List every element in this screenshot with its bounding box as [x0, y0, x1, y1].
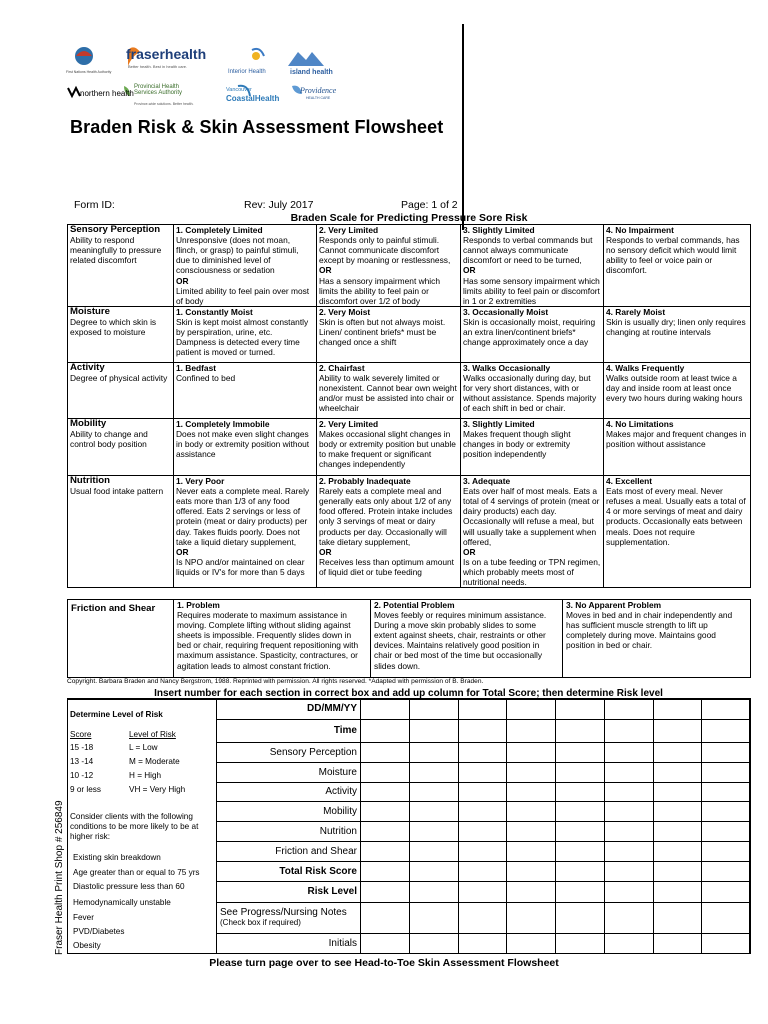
score-entry-cell[interactable]: [409, 782, 458, 802]
score-entry-cell[interactable]: [409, 762, 458, 782]
score-entry-cell[interactable]: [458, 861, 507, 881]
score-entry-cell[interactable]: [702, 934, 751, 954]
score-entry-cell[interactable]: [458, 719, 507, 742]
revision-label: Rev: July 2017: [244, 199, 314, 211]
score-entry-cell[interactable]: [556, 881, 605, 902]
consider-note: Consider clients with the following conditions to be more likely to be at higher risk:: [70, 812, 199, 841]
level-cell: [604, 476, 751, 588]
score-row-label: Nutrition: [217, 822, 361, 842]
level-cell: [174, 307, 317, 363]
level-title: 4. Excellent: [606, 476, 653, 487]
level-text2: Limited ability to feel pain over most of body: [176, 285, 310, 306]
score-entry-cell[interactable]: [556, 719, 605, 742]
score-entry-cell[interactable]: [556, 742, 605, 762]
page-number: Page: 1 of 2: [401, 199, 458, 211]
level-title: 4. No Impairment: [606, 225, 674, 236]
level-or: OR: [319, 265, 332, 276]
level-text: Never eats a complete meal. Rarely eats more than 1/3 of any food offered. Eats 2 servings or less of protein (meat or dairy products) per day. Takes fluids poorly. Does not take a liquid dietary supplement,: [176, 486, 310, 547]
level-text2: Has a sensory impairment which limits the ability to feel pain or discomfort over 1/2 of body: [319, 275, 441, 306]
category-desc: Degree of physical activity: [70, 373, 168, 384]
level-text: Skin is usually dry; linen only requires changing at routine intervals: [606, 317, 746, 338]
level-text: Responds to verbal commands, has no sensory deficit which would limit ability to feel or voice pain or discomfort.: [606, 235, 740, 276]
score-entry-cell[interactable]: [361, 719, 410, 742]
score-entry-cell[interactable]: [556, 902, 605, 933]
braden-row-friction: [68, 600, 751, 678]
level-cell: [317, 363, 461, 419]
level-or: OR: [463, 546, 476, 557]
level-text: Eats most of every meal. Never refuses a meal. Usually eats a total of 4 or more servings of meat and dairy products. Occasionally eats between meals. Does not require supplementation.: [606, 486, 746, 547]
score-entry-cell[interactable]: [653, 762, 702, 782]
score-entry-cell[interactable]: [604, 782, 653, 802]
score-entry-cell[interactable]: [458, 822, 507, 842]
condition-item: Existing skin breakdown: [73, 853, 161, 862]
northern-health-logo-text: northern health: [80, 89, 134, 98]
score-entry-cell[interactable]: [556, 782, 605, 802]
level-text: Confined to bed: [176, 373, 236, 384]
level-cell: [317, 419, 461, 476]
score-row: [217, 881, 751, 902]
score-entry-cell[interactable]: [507, 822, 556, 842]
score-entry-cell[interactable]: [458, 881, 507, 902]
score-entry-cell[interactable]: [458, 699, 507, 720]
level-cell: [317, 225, 461, 307]
level-text: Walks occasionally during day, but for very short distances, with or without assistance. Spends majority of each shift in bed or chair.: [463, 373, 597, 414]
condition-item: Age greater than or equal to 75 yrs: [73, 868, 200, 877]
score-row-label: Activity: [217, 782, 361, 802]
score-entry-cell[interactable]: [458, 902, 507, 933]
score-row-label: Friction and Shear: [217, 842, 361, 862]
level-title: 1. Completely Limited: [176, 225, 263, 236]
score-entry-cell[interactable]: [604, 934, 653, 954]
score-entry-cell[interactable]: [702, 762, 751, 782]
risk-level-value: M = Moderate: [129, 757, 180, 766]
providence-logo-sub: HEALTH CARE: [306, 96, 331, 100]
score-entry-cell[interactable]: [653, 934, 702, 954]
level-cell: [317, 307, 461, 363]
score-entry-cell[interactable]: [702, 861, 751, 881]
risk-score-range: 10 -12: [70, 771, 94, 780]
level-header: Level of Risk: [129, 730, 176, 739]
score-entry-cell[interactable]: [604, 881, 653, 902]
category-name: Mobility: [70, 418, 107, 430]
score-table: [216, 698, 751, 954]
score-entry-cell[interactable]: [409, 699, 458, 720]
score-row-label-text: See Progress/Nursing Notes: [220, 906, 347, 918]
level-text2: Is on a tube feeding or TPN regimen, which probably meets most of nutritional needs.: [463, 556, 601, 588]
level-text: Skin is kept moist almost constantly by perspiration, urine, etc. Dampness is detected every time patient is moved or turned.: [176, 317, 309, 358]
form-id-label: Form ID:: [74, 199, 115, 211]
score-entry-cell[interactable]: [361, 842, 410, 862]
score-entry-cell[interactable]: [361, 861, 410, 881]
risk-score-range: 15 -18: [70, 743, 94, 752]
category-desc: Ability to change and control body position: [70, 429, 148, 450]
score-entry-cell[interactable]: [556, 699, 605, 720]
level-text: Rarely eats a complete meal and generally eats only about 1/2 of any food offered. Protein intake includes only 3 servings of meat or dairy products per day. Occasionally will take dietary supplement,: [319, 486, 453, 547]
phsa-tagline: Province-wide solutions. Better health.: [134, 102, 194, 106]
level-text: Makes major and frequent changes in position without assistance: [606, 429, 747, 450]
condition-item: Hemodynamically unstable: [73, 898, 171, 907]
score-row: [217, 902, 751, 933]
logo-block: [66, 42, 366, 110]
level-title: 3. Occasionally Moist: [463, 307, 549, 318]
score-entry-cell[interactable]: [409, 881, 458, 902]
risk-level-panel: [67, 698, 217, 954]
score-entry-cell[interactable]: [653, 842, 702, 862]
score-entry-cell[interactable]: [409, 934, 458, 954]
score-entry-cell[interactable]: [458, 762, 507, 782]
level-title: 4. Walks Frequently: [606, 363, 685, 374]
level-text: Walks outside room at least twice a day and inside room at least once every two hours during waking hours: [606, 373, 743, 404]
level-title: 1. Bedfast: [176, 363, 217, 374]
score-entry-cell[interactable]: [361, 902, 410, 933]
level-cell: [461, 307, 604, 363]
level-text: Responds only to painful stimuli. Cannot communicate discomfort except by moaning or restlessness,: [319, 235, 451, 266]
risk-score-range: 9 or less: [70, 785, 101, 794]
score-row-label: Moisture: [217, 762, 361, 782]
score-row-label: Risk Level: [217, 881, 361, 902]
category-name: Friction and Shear: [71, 603, 156, 614]
condition-item: Obesity: [73, 941, 101, 950]
score-entry-cell[interactable]: [653, 881, 702, 902]
score-row: [217, 782, 751, 802]
score-entry-cell[interactable]: [702, 842, 751, 862]
score-entry-cell[interactable]: [361, 934, 410, 954]
braden-row-mobility: [68, 419, 751, 476]
category-desc: Usual food intake pattern: [70, 486, 164, 497]
score-row-label: Time: [217, 719, 361, 742]
providence-logo-text: Providence: [300, 86, 337, 95]
score-entry-cell[interactable]: [361, 822, 410, 842]
braden-scale-table: [67, 212, 751, 588]
category-cell: [68, 419, 174, 476]
category-desc: Degree to which skin is exposed to moisture: [70, 317, 157, 338]
level-cell: [174, 363, 317, 419]
score-entry-cell[interactable]: [409, 742, 458, 762]
score-entry-cell[interactable]: [604, 842, 653, 862]
level-text2: Receives less than optimum amount of liquid diet or tube feeding: [319, 556, 454, 577]
level-title: 1. Very Poor: [176, 476, 225, 487]
level-text: Skin is often but not always moist. Linen/ continent briefs* must be changed once a shift: [319, 317, 446, 348]
level-title: 2. Very Limited: [319, 419, 379, 430]
score-entry-cell[interactable]: [653, 742, 702, 762]
score-entry-cell[interactable]: [458, 934, 507, 954]
level-cell: [604, 307, 751, 363]
risk-score-range: 13 -14: [70, 757, 94, 766]
level-cell: [174, 476, 317, 588]
score-entry-cell[interactable]: [507, 842, 556, 862]
category-name: Activity: [70, 362, 105, 374]
risk-level-value: H = High: [129, 771, 162, 780]
score-entry-cell[interactable]: [702, 742, 751, 762]
score-row-label: Total Risk Score: [217, 861, 361, 881]
level-text: Does not make even slight changes in body or extremity position without assistance: [176, 429, 310, 460]
level-text: Unresponsive (does not moan, flinch, or grasp) to painful stimuli, due to diminished level of consciousness or sedation: [176, 235, 299, 276]
level-cell: [317, 476, 461, 588]
level-title: 3. Walks Occasionally: [463, 363, 551, 374]
level-title: 3. No Apparent Problem: [566, 600, 662, 610]
vch-logo-text-1: Vancouver: [226, 87, 252, 93]
level-cell: [174, 225, 317, 307]
score-entry-cell[interactable]: [653, 782, 702, 802]
score-entry-cell[interactable]: [653, 861, 702, 881]
level-cell: [604, 419, 751, 476]
category-name: Moisture: [70, 306, 110, 318]
score-row-label: [217, 902, 361, 933]
level-text: Eats over half of most meals. Eats a total of 4 servings of protein (meat or dairy products) each day. Occasionally will refuse a meal, but will usually take a supplement when offered,: [463, 486, 600, 547]
level-text: Makes occasional slight changes in body or extremity position but unable to make frequent or significant changes independently: [319, 429, 456, 470]
score-entry-cell[interactable]: [507, 934, 556, 954]
level-cell: [604, 225, 751, 307]
score-entry-cell[interactable]: [507, 719, 556, 742]
score-entry-cell[interactable]: [507, 861, 556, 881]
level-cell: [461, 363, 604, 419]
category-name: Sensory Perception: [70, 224, 161, 236]
score-row: [217, 861, 751, 881]
score-entry-cell[interactable]: [556, 802, 605, 822]
braden-scale-heading: Braden Scale for Predicting Pressure Sore Risk: [68, 212, 751, 225]
score-entry-cell[interactable]: [604, 742, 653, 762]
score-row: [217, 699, 751, 720]
score-entry-cell[interactable]: [361, 802, 410, 822]
score-entry-cell[interactable]: [702, 881, 751, 902]
level-cell: [461, 225, 604, 307]
score-entry-cell[interactable]: [409, 822, 458, 842]
footer-note: Please turn page over to see Head-to-Toe Skin Assessment Flowsheet: [209, 957, 559, 969]
score-entry-cell[interactable]: [702, 699, 751, 720]
category-cell: [68, 307, 174, 363]
page-title: Braden Risk & Skin Assessment Flowsheet: [70, 117, 444, 137]
category-cell: [68, 225, 174, 307]
score-entry-cell[interactable]: [702, 822, 751, 842]
category-name: Nutrition: [70, 475, 110, 487]
score-row: [217, 934, 751, 954]
score-row: [217, 719, 751, 742]
score-entry-cell[interactable]: [556, 842, 605, 862]
score-entry-cell[interactable]: [653, 902, 702, 933]
score-row: [217, 802, 751, 822]
score-entry-cell[interactable]: [702, 902, 751, 933]
score-entry-cell[interactable]: [361, 742, 410, 762]
score-header: Score: [70, 730, 92, 739]
score-row: [217, 822, 751, 842]
score-entry-cell[interactable]: [361, 881, 410, 902]
score-row-label: Sensory Perception: [217, 742, 361, 762]
level-or: OR: [319, 546, 332, 557]
level-text: Moves feebly or requires minimum assistance. During a move skin probably slides to some extent against sheets, chair, restraints or other devices. Maintains relatively good position in chair or bed most of the time but occasionally slides down.: [374, 610, 547, 671]
first-nations-logo-text: First Nations Health Authority: [66, 70, 112, 74]
level-cell: [563, 600, 751, 678]
level-title: 2. Potential Problem: [374, 600, 455, 610]
level-or: OR: [463, 265, 476, 276]
level-title: 1. Completely Immobile: [176, 419, 270, 430]
score-instruction: Insert number for each section in correct box and add up column for Total Score; then determine Risk level: [67, 688, 750, 700]
score-entry-cell[interactable]: [556, 762, 605, 782]
level-cell: [174, 600, 371, 678]
category-desc: Ability to respond meaningfully to pressure related discomfort: [70, 235, 162, 266]
category-cell: [68, 476, 174, 588]
score-entry-cell[interactable]: [702, 719, 751, 742]
score-entry-cell[interactable]: [361, 699, 410, 720]
score-entry-cell[interactable]: [458, 742, 507, 762]
level-title: 1. Constantly Moist: [176, 307, 253, 318]
braden-row-nutrition: [68, 476, 751, 588]
print-shop-number: Fraser Health Print Shop # 256849: [54, 800, 65, 955]
score-entry-cell[interactable]: [556, 822, 605, 842]
score-row-sublabel: (Check box if required): [220, 917, 301, 927]
level-text: Responds to verbal commands but cannot always communicate discomfort or need to be turned,: [463, 235, 593, 266]
level-title: 2. Chairfast: [319, 363, 365, 374]
score-entry-cell[interactable]: [604, 699, 653, 720]
score-row: [217, 762, 751, 782]
level-text: Moves in bed and in chair independently and has sufficient muscle strength to lift up completely during move. Maintains good position in bed or chair.: [566, 610, 733, 651]
condition-item: PVD/Diabetes: [73, 927, 125, 936]
score-entry-cell[interactable]: [556, 861, 605, 881]
level-text: Requires moderate to maximum assistance in moving. Complete lifting without sliding against sheets is impossible. Frequently slides down in bed or chair, requiring frequent repositioning with maximum assistance. Spasticity, contractures, or agitation leads to almost constant friction.: [177, 610, 359, 671]
score-entry-cell[interactable]: [409, 861, 458, 881]
score-entry-cell[interactable]: [507, 762, 556, 782]
score-entry-cell[interactable]: [458, 782, 507, 802]
score-entry-cell[interactable]: [458, 802, 507, 822]
level-cell: [371, 600, 563, 678]
level-text2: Is NPO and/or maintained on clear liquids or IV's for more than 5 days: [176, 556, 305, 577]
level-title: 3. Slightly Limited: [463, 419, 535, 430]
score-entry-cell[interactable]: [409, 719, 458, 742]
braden-row-sensory: [68, 225, 751, 307]
risk-level-value: VH = Very High: [129, 785, 186, 794]
header-divider: [462, 24, 464, 230]
level-text: Skin is occasionally moist, requiring an extra linen/continent briefs* change approximately once a day: [463, 317, 596, 348]
score-row-label: DD/MM/YY: [217, 699, 361, 720]
level-title: 3. Adequate: [463, 476, 511, 487]
score-entry-cell[interactable]: [458, 842, 507, 862]
score-row: [217, 742, 751, 762]
level-or: OR: [176, 546, 189, 557]
copyright-note: Copyright. Barbara Braden and Nancy Bergstrom, 1988. Reprinted with permission. All rights reserved. *Adapted with permission of B. Braden.: [67, 678, 484, 685]
vch-logo-text-2: CoastalHealth: [226, 94, 280, 103]
level-or: OR: [176, 275, 189, 286]
braden-row-moisture: [68, 307, 751, 363]
fraser-health-logo-text: fraserhealth: [126, 46, 207, 62]
level-title: 2. Very Limited: [319, 225, 379, 236]
score-entry-cell[interactable]: [702, 782, 751, 802]
score-entry-cell[interactable]: [409, 842, 458, 862]
score-entry-cell[interactable]: [653, 822, 702, 842]
category-cell: [68, 363, 174, 419]
level-title: 2. Very Moist: [319, 307, 371, 318]
level-title: 4. No Limitations: [606, 419, 674, 430]
score-entry-cell[interactable]: [507, 881, 556, 902]
risk-level-value: L = Low: [129, 743, 158, 752]
score-entry-cell[interactable]: [604, 762, 653, 782]
score-entry-cell[interactable]: [604, 861, 653, 881]
score-entry-cell[interactable]: [409, 902, 458, 933]
condition-item: Diastolic pressure less than 60: [73, 882, 185, 891]
level-cell: [174, 419, 317, 476]
score-entry-cell[interactable]: [556, 934, 605, 954]
level-text: Ability to walk severely limited or nonexistent. Cannot bear own weight and/or must be assisted into chair or wheelchair: [319, 373, 457, 414]
interior-health-logo-text: Interior Health: [228, 69, 266, 75]
score-entry-cell[interactable]: [653, 719, 702, 742]
score-entry-cell[interactable]: [409, 802, 458, 822]
friction-shear-table: [67, 599, 751, 678]
score-row-label: Initials: [217, 934, 361, 954]
condition-item: Fever: [73, 913, 94, 922]
score-entry-cell[interactable]: [702, 802, 751, 822]
risk-panel-title: Determine Level of Risk: [70, 710, 163, 719]
score-entry-cell[interactable]: [653, 802, 702, 822]
level-text: Makes frequent though slight changes in body or extremity position independently: [463, 429, 571, 460]
braden-row-activity: [68, 363, 751, 419]
level-title: 4. Rarely Moist: [606, 307, 666, 318]
level-cell: [461, 476, 604, 588]
score-entry-cell[interactable]: [507, 782, 556, 802]
score-entry-cell[interactable]: [653, 699, 702, 720]
score-entry-cell[interactable]: [507, 699, 556, 720]
score-entry-cell[interactable]: [604, 822, 653, 842]
category-cell: [68, 600, 174, 678]
score-entry-cell[interactable]: [604, 802, 653, 822]
score-row-label: Mobility: [217, 802, 361, 822]
level-title: 3. Slightly Limited: [463, 225, 535, 236]
level-text2: Has some sensory impairment which limits ability to feel pain or discomfort in 1 or 2 extremities: [463, 275, 600, 306]
level-title: 2. Probably Inadequate: [319, 476, 411, 487]
score-entry-cell[interactable]: [361, 762, 410, 782]
score-row: [217, 842, 751, 862]
score-entry-cell[interactable]: [507, 742, 556, 762]
score-entry-cell[interactable]: [507, 802, 556, 822]
score-entry-cell[interactable]: [361, 782, 410, 802]
level-title: 1. Problem: [177, 600, 220, 610]
phsa-logo-text: Provincial Health Services Authority: [134, 84, 183, 96]
score-entry-cell[interactable]: [604, 719, 653, 742]
level-cell: [461, 419, 604, 476]
score-entry-cell[interactable]: [507, 902, 556, 933]
fraser-health-tagline: Better health. Best in health care.: [128, 64, 188, 69]
island-health-logo-text: island health: [290, 69, 333, 76]
score-entry-cell[interactable]: [604, 902, 653, 933]
level-cell: [604, 363, 751, 419]
